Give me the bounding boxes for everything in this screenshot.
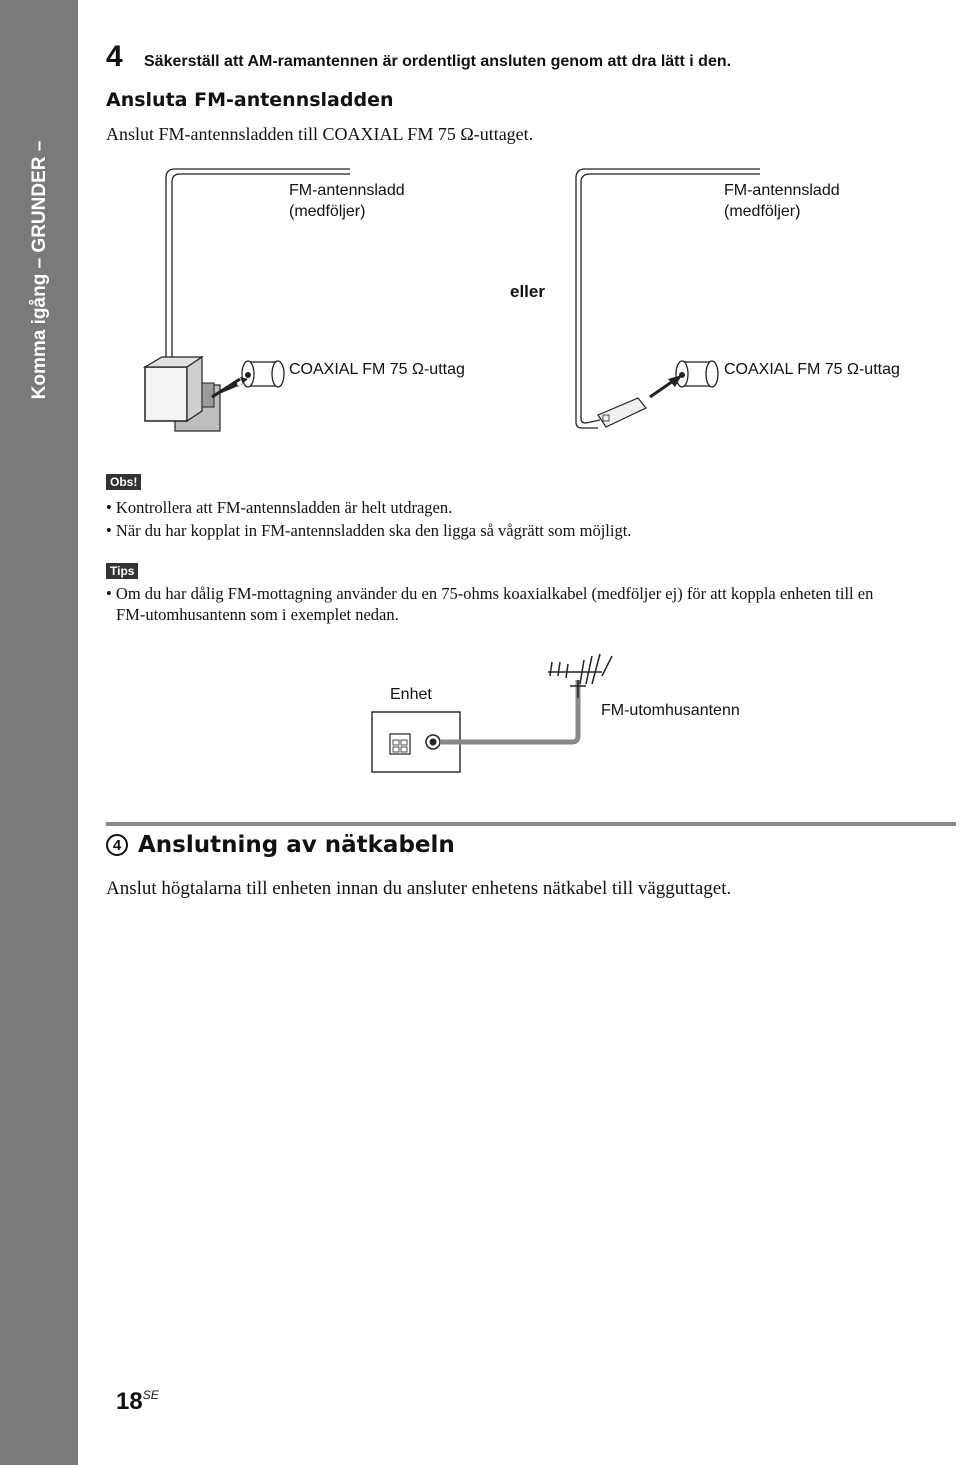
section-number-badge: 4 xyxy=(106,834,128,856)
right-cable-label-line2: (medföljer) xyxy=(724,203,801,220)
left-cable-label-line2: (medföljer) xyxy=(289,203,366,220)
section-divider xyxy=(106,822,956,826)
left-adapter-plug xyxy=(145,357,220,431)
left-cable-label-line1: FM-antennsladd xyxy=(289,182,405,199)
tip-line-1: • Om du har dålig FM-mottagning använder du en 75-ohms koaxialkabel (medföljer ej) för att koppla enheten till en xyxy=(106,584,874,603)
coaxial-cable xyxy=(440,680,578,742)
outdoor-antenna-diagram xyxy=(370,650,630,780)
right-cable-label-line1: FM-antennsladd xyxy=(724,182,840,199)
tips-badge: Tips xyxy=(106,563,138,579)
page-number-suffix: SE xyxy=(142,1388,159,1402)
right-jack-label: COAXIAL FM 75 Ω-uttag xyxy=(724,361,900,378)
obs-badge: Obs! xyxy=(106,474,141,490)
left-coaxial-jack xyxy=(242,361,284,387)
tip-text xyxy=(106,583,956,625)
tip-line-2: FM-utomhusantenn som i exemplet nedan. xyxy=(116,605,399,624)
step-4 xyxy=(106,40,731,74)
right-cable-label xyxy=(724,180,840,222)
step-number: 4 xyxy=(106,40,123,73)
step-text: Säkerställ att AM-ramantennen är ordentligt ansluten genom att dra lätt i den. xyxy=(144,53,732,70)
unit-label: Enhet xyxy=(390,686,432,703)
or-separator: eller xyxy=(510,282,545,301)
side-tab-label: Komma igång – GRUNDER – xyxy=(29,140,50,400)
section-title-power: Anslutning av nätkabeln xyxy=(138,832,455,858)
left-jack-label: COAXIAL FM 75 Ω-uttag xyxy=(289,361,465,378)
note-item-2: • När du har kopplat in FM-antennsladden ska den ligga så vågrätt som möjligt. xyxy=(106,521,632,540)
right-cable-plug xyxy=(598,398,646,427)
section-heading-fm: Ansluta FM-antennsladden xyxy=(106,89,394,111)
section-body-power: Anslut högtalarna till enheten innan du ansluter enhetens nätkabel till vägguttaget. xyxy=(106,878,732,899)
left-cable-label xyxy=(289,180,405,222)
section-heading-power xyxy=(106,832,455,858)
page-number-value: 18 xyxy=(116,1388,143,1415)
page-number xyxy=(116,1388,159,1416)
antenna-label: FM-utomhusantenn xyxy=(601,702,740,719)
section-intro-fm: Anslut FM-antennsladden till COAXIAL FM 75 Ω-uttaget. xyxy=(106,124,534,144)
right-coaxial-jack xyxy=(676,361,718,387)
note-item-1: • Kontrollera att FM-antennsladden är helt utdragen. xyxy=(106,498,453,517)
side-tab xyxy=(0,0,78,1465)
